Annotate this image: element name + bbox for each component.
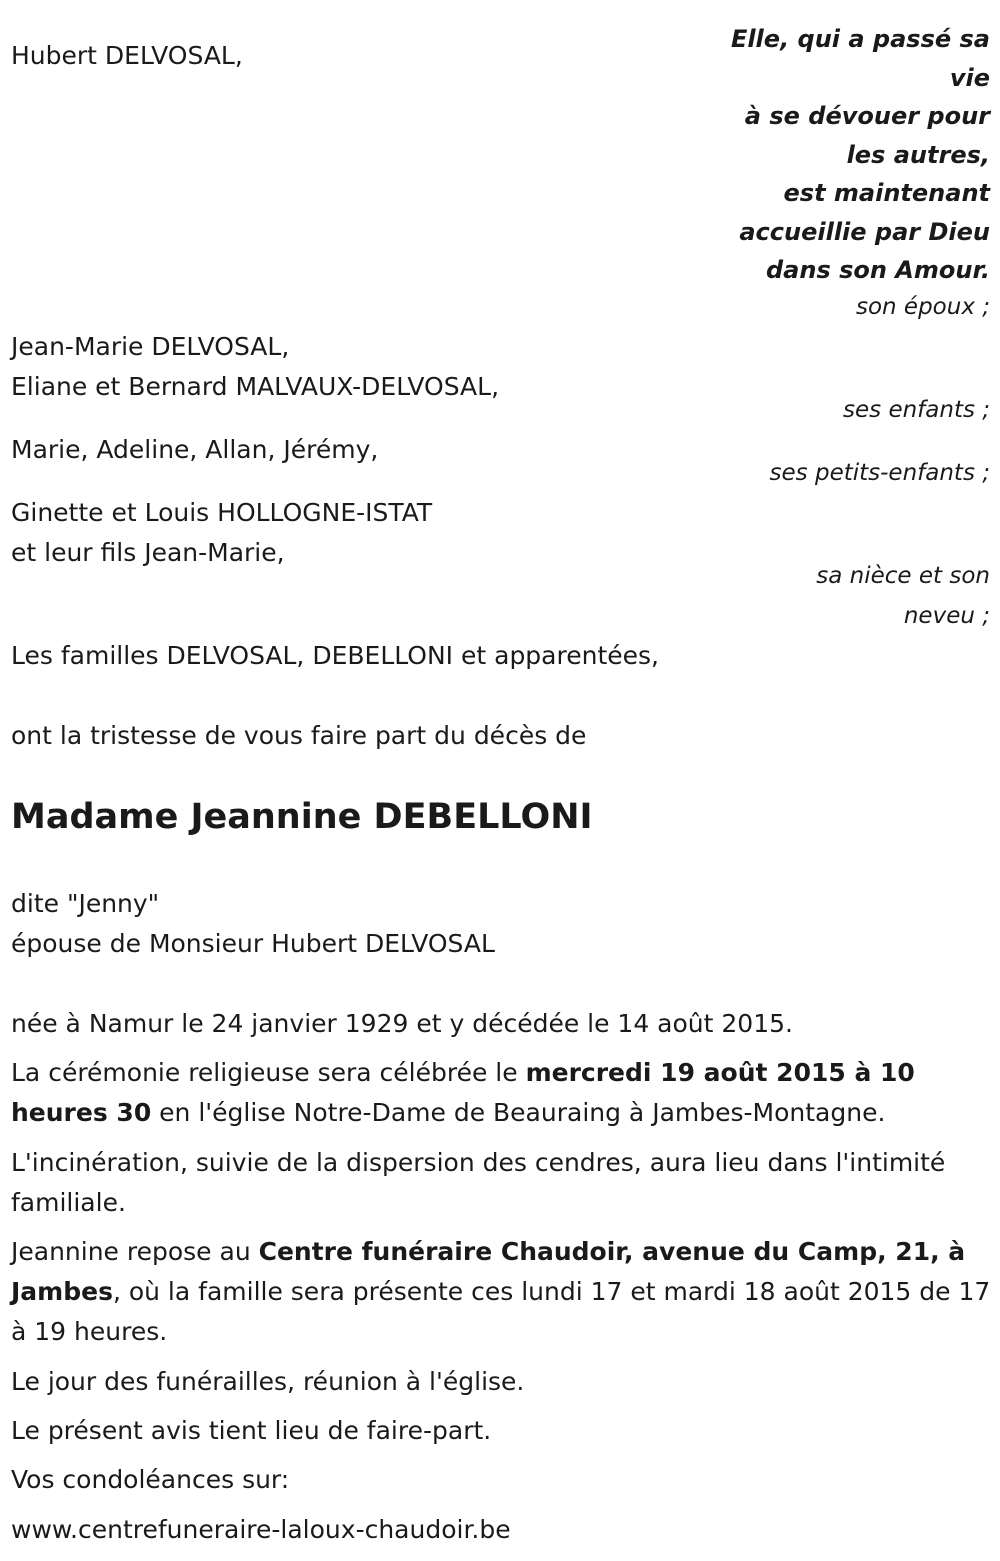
child-name: Eliane et Bernard MALVAUX-DELVOSAL, bbox=[11, 372, 500, 401]
deceased-spouse-of: épouse de Monsieur Hubert DELVOSAL bbox=[11, 929, 495, 958]
grandchildren-relation: ses petits-enfants ; bbox=[769, 460, 990, 486]
niece-nephew-relation: neveu ; bbox=[903, 603, 990, 629]
niece-nephew-relation: sa nièce et son bbox=[816, 563, 990, 589]
niece-nephew-name: Ginette et Louis HOLLOGNE-ISTAT bbox=[11, 498, 433, 527]
ceremony-suffix: en l'église Notre-Dame de Beauraing à Jambes-Montagne. bbox=[151, 1098, 886, 1127]
ceremony-info bbox=[11, 1053, 991, 1133]
condolences-label: Vos condoléances sur: bbox=[11, 1465, 290, 1494]
quote-line: à se dévouer pour bbox=[744, 102, 990, 130]
deceased-nickname: dite "Jenny" bbox=[11, 889, 160, 918]
ceremony-date: mercredi 19 août 2015 à 10 heures 30 bbox=[11, 1058, 915, 1127]
condolences-website-link[interactable]: www.centrefuneraire-laloux-chaudoir.be bbox=[11, 1515, 511, 1544]
birth-death-info: née à Namur le 24 janvier 1929 et y décédée le 14 août 2015. bbox=[11, 1009, 793, 1038]
viewing-suffix: , où la famille sera présente ces lundi 17 et mardi 18 août 2015 de 17 à 19 heures. bbox=[11, 1277, 991, 1346]
quote-line: Elle, qui a passé sa bbox=[730, 25, 990, 53]
ceremony-prefix: La cérémonie religieuse sera célébrée le bbox=[11, 1058, 526, 1087]
notice-info: Le présent avis tient lieu de faire-part. bbox=[11, 1416, 492, 1445]
cremation-info: L'incinération, suivie de la dispersion des cendres, aura lieu dans l'intimité familiale. bbox=[11, 1148, 946, 1217]
viewing-location: Centre funéraire Chaudoir, avenue du Camp, 21, à Jambes bbox=[11, 1237, 966, 1306]
viewing-prefix: Jeannine repose au bbox=[11, 1237, 259, 1266]
spouse-name: Hubert DELVOSAL, bbox=[11, 41, 243, 70]
extended-families: Les familles DELVOSAL, DEBELLONI et apparentées, bbox=[11, 641, 659, 670]
quote-line: accueillie par Dieu bbox=[739, 217, 990, 246]
niece-nephew-name: et leur fils Jean-Marie, bbox=[11, 538, 285, 567]
funeral-day-info: Le jour des funérailles, réunion à l'église. bbox=[11, 1367, 525, 1396]
announcement-text: ont la tristesse de vous faire part du décès de bbox=[11, 721, 587, 750]
children-relation: ses enfants ; bbox=[843, 397, 990, 423]
memorial-quote bbox=[730, 20, 990, 290]
deceased-name: Madame Jeannine DEBELLONI bbox=[11, 797, 593, 837]
quote-line: vie bbox=[949, 63, 990, 92]
quote-line: les autres, bbox=[846, 140, 990, 169]
quote-line: est maintenant bbox=[783, 179, 990, 207]
child-name: Jean-Marie DELVOSAL, bbox=[11, 332, 290, 361]
quote-line: dans son Amour. bbox=[765, 256, 990, 284]
viewing-info bbox=[11, 1232, 991, 1352]
grandchildren-names: Marie, Adeline, Allan, Jérémy, bbox=[11, 435, 379, 464]
spouse-relation: son époux ; bbox=[855, 294, 990, 320]
